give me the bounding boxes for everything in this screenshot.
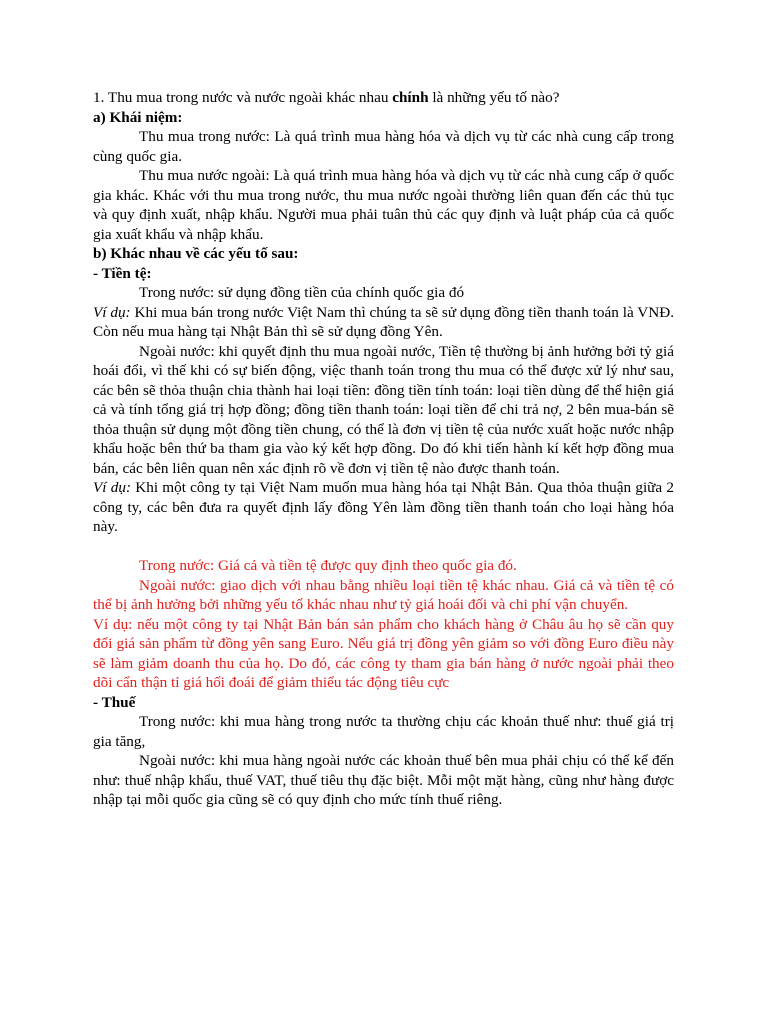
- section-a-heading: a) Khái niệm:: [93, 108, 183, 126]
- red-paragraph-foreign: Ngoài nước: giao dịch với nhau bằng nhiều loại tiền tệ khác nhau. Giá cả và tiền tệ có thể bị ảnh hưởng bởi những yếu tố khác nhau như tỷ giá hoái đối và chi phí vận chuyển.: [93, 576, 674, 613]
- section-b-heading: b) Khác nhau về các yếu tố sau:: [93, 245, 299, 262]
- question-text-bold: chính: [392, 89, 429, 106]
- paragraph-currency-foreign: Ngoài nước: khi quyết định thu mua ngoài nước, Tiền tệ thường bị ảnh hưởng bởi tỷ giá hoái đổi, vì thế khi có sự biến động, việc thanh toán trong thu mua có thể được xử lý như sau, các bên sẽ thỏa thuận chia thành hai loại tiền: đồng tiền tính toán: loại tiền dùng để thể hiện giá cả và tính tổng giá trị hợp đồng; đồng tiền thanh toán: loại tiền để chi trả nợ, 2 bên mua-bán sẽ thỏa thuận sử dụng một đồng tiền chung, có thể là đơn vị tiền tệ của nước xuất hoặc nước nhập khẩu hoặc bên thứ ba tham gia vào ký kết hợp đồng. Do đó khi tiến hành kí kết hợp đồng mua bán, các bên liên quan nên xác định rõ về đơn vị tiền tệ nào được thanh toán.: [93, 342, 674, 477]
- example-text: Khi một công ty tại Việt Nam muốn mua hàng hóa tại Nhật Bản. Qua thỏa thuận giữa 2 công ty, các bên đưa ra quyết định lấy đồng Yên làm đồng tiền thanh toán cho loại hàng hóa này.: [93, 479, 674, 535]
- question-title: [93, 88, 674, 108]
- red-paragraph-example: Ví dụ: nếu một công ty tại Nhật Bản bán sản phẩm cho khách hàng ở Châu âu họ sẽ cần quy đổi giá sản phẩm từ đồng yên sang Euro. Nếu giá trị đồng yên giảm so với đồng Euro điều này sẽ làm giảm doanh thu của họ. Do đó, các công ty tham gia bán hàng ở nước ngoài phải theo dõi cẩn thận tỉ giá hối đoái để giảm thiểu tác động tiêu cực: [93, 615, 674, 691]
- currency-heading: - Tiền tệ:: [93, 264, 152, 282]
- blank-line: [93, 537, 674, 557]
- question-text-start: 1. Thu mua trong nước và nước ngoài khác nhau: [93, 89, 393, 106]
- document-page: [93, 88, 674, 810]
- paragraph-tax-domestic: Trong nước: khi mua hàng trong nước ta thường chịu các khoản thuế như: thuế giá trị gia tăng,: [93, 713, 674, 750]
- question-text-end: là những yếu tố nào?: [428, 89, 560, 106]
- tax-heading: - Thuế: [93, 693, 136, 711]
- paragraph-domestic-definition: Thu mua trong nước: Là quá trình mua hàng hóa và dịch vụ từ các nhà cung cấp trong cùng quốc gia.: [93, 128, 674, 165]
- example-label: Ví dụ:: [93, 303, 131, 321]
- paragraph-currency-example-2: [93, 478, 674, 537]
- paragraph-currency-domestic: Trong nước: sử dụng đồng tiền của chính quốc gia đó: [139, 284, 465, 301]
- paragraph-tax-foreign: Ngoài nước: khi mua hàng ngoài nước các khoản thuế bên mua phải chịu có thể kể đến như: thuế nhập khẩu, thuế VAT, thuế tiêu thụ đặc biệt. Mỗi một mặt hàng, cũng như hàng được nhập tại mỗi quốc gia cũng sẽ có quy định cho mức tính thuế riêng.: [93, 752, 674, 808]
- example-label: Ví dụ:: [93, 479, 131, 496]
- example-text: Khi mua bán trong nước Việt Nam thì chúng ta sẽ sử dụng đồng tiền thanh toán là VNĐ. Còn nếu mua hàng tại Nhật Bản thì sẽ sử dụng đồng Yên.: [93, 303, 674, 340]
- paragraph-foreign-definition: Thu mua nước ngoài: Là quá trình mua hàng hóa và dịch vụ từ các nhà cung cấp ở quốc gia khác. Khác với thu mua trong nước, thu mua nước ngoài thường liên quan đến các thủ tục và quy định xuất, nhập khẩu. Người mua phải tuân thủ các quy định và luật pháp của cả quốc gia xuất khẩu và nhập khẩu.: [93, 167, 674, 243]
- red-paragraph-domestic: Trong nước: Giá cả và tiền tệ được quy định theo quốc gia đó.: [139, 557, 517, 574]
- paragraph-currency-example-1: [93, 303, 674, 342]
